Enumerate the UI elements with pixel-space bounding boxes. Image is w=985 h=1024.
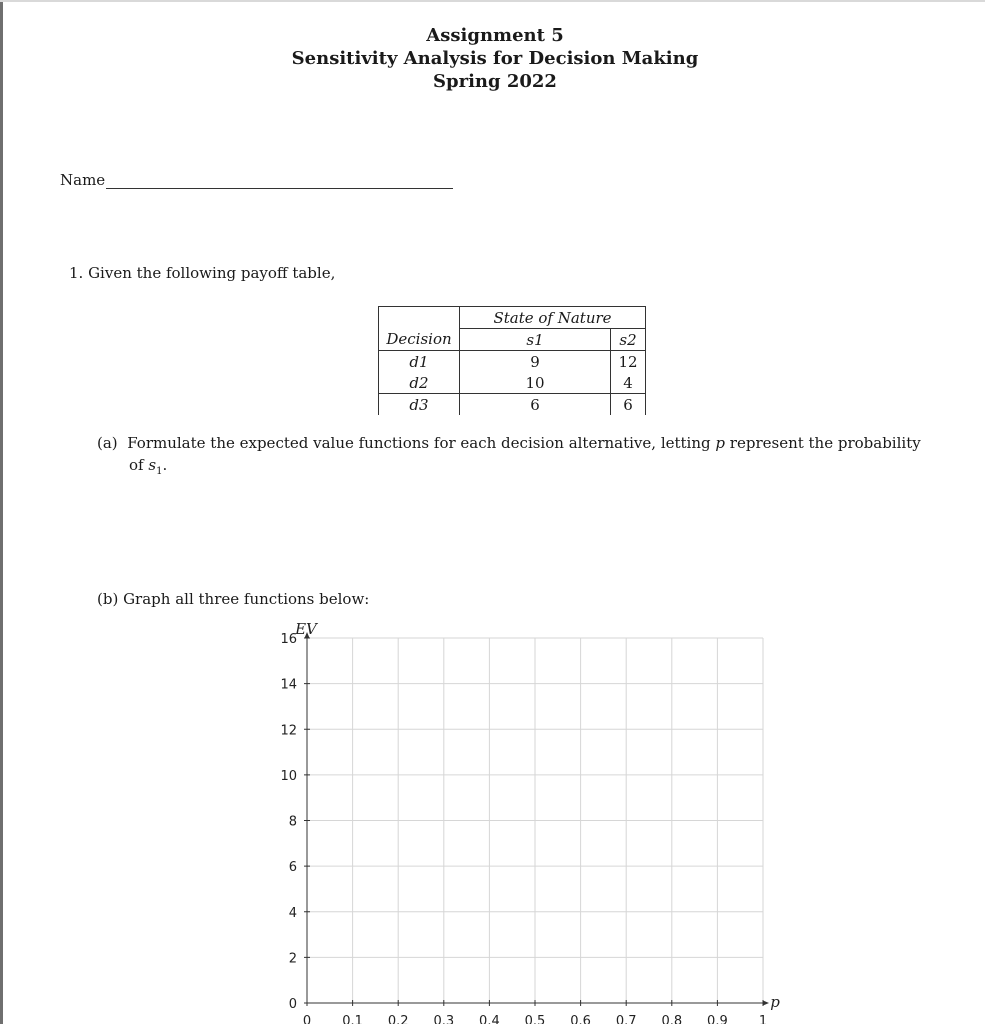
payoff-cell: 10 [460, 372, 611, 394]
x-axis-label: p [770, 993, 780, 1011]
title-line-2: Sensitivity Analysis for Decision Making [291, 48, 699, 69]
y-tick-label: 0 [288, 997, 297, 1012]
part-a-variable: p [715, 434, 726, 452]
x-tick-label: 0.7 [615, 1014, 637, 1024]
graph-labels [280, 620, 780, 1024]
graph-grid [307, 638, 763, 1003]
decision-header: Decision [379, 329, 460, 351]
payoff-cell: 6 [611, 394, 646, 416]
x-tick-label: 0.3 [433, 1014, 455, 1024]
name-label: Name [60, 171, 106, 189]
y-axis-label: EV [295, 620, 317, 638]
y-tick-label: 2 [288, 951, 297, 967]
part-a-subscript: 1 [156, 466, 163, 477]
title-line-1: Assignment 5 [426, 25, 564, 46]
x-tick-label: 0.9 [707, 1014, 728, 1024]
part-a-label: (a) [97, 434, 118, 452]
y-tick-label: 4 [288, 905, 297, 921]
state-header-s1: s1 [460, 329, 611, 351]
title-line-3: Spring 2022 [433, 71, 557, 92]
state-header-s2: s2 [611, 329, 646, 351]
part-a-symbol: s [148, 456, 157, 474]
x-tick-label: 0.5 [524, 1014, 546, 1024]
payoff-cell: 6 [460, 394, 611, 416]
graph-axes [304, 632, 769, 1006]
y-tick-label: 10 [280, 768, 297, 784]
y-tick-label: 14 [280, 677, 297, 693]
x-tick-label: 0.2 [387, 1014, 409, 1024]
x-tick-label: 1 [758, 1014, 768, 1024]
x-tick-label: 0.4 [479, 1014, 500, 1024]
y-tick-label: 8 [288, 814, 297, 830]
payoff-cell: 4 [611, 372, 646, 394]
y-tick-label: 16 [280, 632, 297, 647]
x-tick-label: 0 [302, 1014, 312, 1024]
decision-cell: d3 [379, 394, 460, 416]
part-a-text-3: of [129, 456, 144, 474]
question-1-prompt: 1. Given the following payoff table, [69, 264, 336, 282]
decision-cell: d1 [379, 351, 460, 373]
x-tick-label: 0.6 [570, 1014, 591, 1024]
y-tick-label: 6 [288, 860, 297, 876]
payoff-cell: 9 [460, 351, 611, 373]
part-a-text: Formulate the expected value functions for each decision alternative, letting [127, 434, 711, 452]
x-tick-label: 0.1 [342, 1014, 363, 1024]
state-of-nature-header: State of Nature [460, 307, 646, 329]
payoff-cell: 12 [611, 351, 646, 373]
decision-cell: d2 [379, 372, 460, 394]
x-tick-label: 0.8 [661, 1014, 683, 1024]
y-tick-label: 12 [280, 723, 297, 739]
question-1b: (b) Graph all three functions below: [97, 590, 370, 608]
part-a-end: . [162, 456, 168, 474]
x-axis-arrow [763, 1001, 769, 1006]
part-a-text-2: represent the probability [729, 434, 921, 452]
